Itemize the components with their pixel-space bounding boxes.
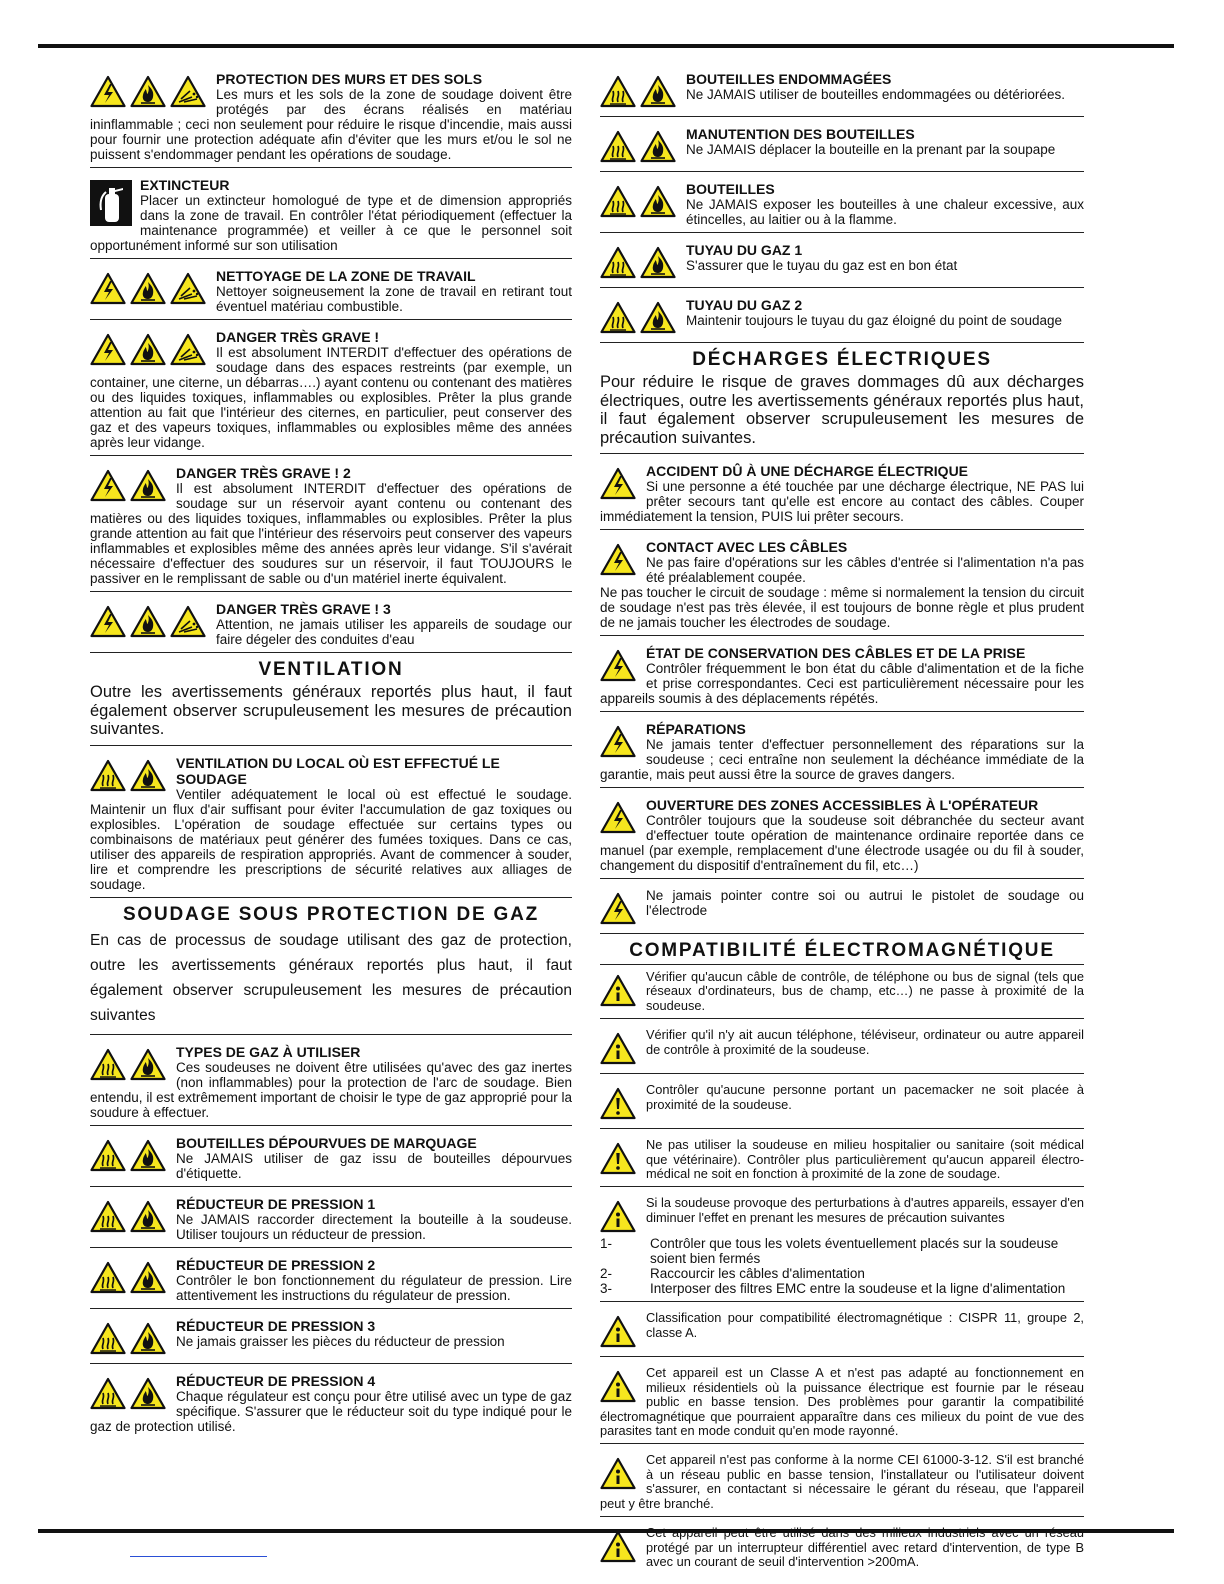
left-column <box>90 68 572 1445</box>
fire-hazard-icon <box>130 1048 166 1082</box>
block-title: DANGER TRÈS GRAVE ! 3 <box>216 601 391 617</box>
hazard-icon-group <box>90 272 206 306</box>
fire-hazard-icon <box>130 1261 166 1295</box>
block-body: S'assurer que le tuyau du gaz est en bon état <box>686 258 958 273</box>
ventilation-section <box>90 659 572 898</box>
hazard-icon-group <box>90 1048 166 1082</box>
hazard-icon-group <box>90 333 206 367</box>
hazard-icon-group <box>90 1377 166 1411</box>
block-title: PROTECTION DES MURS ET DES SOLS <box>216 71 483 87</box>
block-body: Ventiler adéquatement le local où est effectué le soudage. Maintenir un flux d'air suffisant pour éviter l'accumulation de gaz toxiques ou explosibles. L'opération de soudage effectuée sur certains types ou combinaisons de matériaux peut générer des fumées toxiques. Dans ce cas, utiliser des appareils de respiration appropriés. Avant de commencer à souder, lire et comprendre les prescriptions de sécurité relatives aux alliages de soudage. <box>90 786 572 892</box>
hazard-icon-group <box>600 1315 636 1349</box>
hazard-icon-group <box>600 1142 636 1176</box>
hazard-icon-group <box>600 1087 636 1121</box>
electric-hazard-icon <box>90 75 126 109</box>
fire-hazard-icon <box>640 130 676 164</box>
safety-block <box>90 1193 572 1248</box>
safety-block <box>90 1254 572 1309</box>
hazard-icon-group <box>600 1370 636 1404</box>
hot-gas-hazard-icon <box>90 1139 126 1173</box>
fire-hazard-icon <box>130 272 166 306</box>
emc-title: COMPATIBILITÉ ÉLECTROMAGNÉTIQUE <box>629 940 1055 961</box>
electric-hazard-icon <box>600 543 636 577</box>
gas-section <box>90 904 572 1439</box>
block-body: Ne jamais graisser les pièces du réducteur de pression <box>176 1333 505 1349</box>
block-body: Ne JAMAIS raccorder directement la bouteille à la soudeuse. Utiliser toujours un réducteur de pression. <box>176 1211 572 1242</box>
hazard-icon-group <box>600 246 676 280</box>
block-body: Il est absolument INTERDIT d'effectuer des opérations de soudage dans des espaces restreints (par exemple, un container, une citerne, un débarras….) ayant contenu ou contenant des matières ou des liquides toxiques, inflammables ou explosibles. Prêter la plus grande attention au fait que l'intérieur des citernes, en particulier, peut conserver des gaz et des vapeurs toxiques, inflammables ou explosibles même des années après leur vidange. <box>90 345 572 450</box>
list-item <box>600 1266 1084 1281</box>
extinguisher-body: Placer un extincteur homologué de type et de dimension appropriés dans la zone de travail. En contrôler l'état périodiquement (effectuer la maintenance programmée) et veiller à ce que le personnel soit opportunément informé sur son utilisation <box>90 193 572 253</box>
fire-hazard-icon <box>130 605 166 639</box>
hazard-icon-group <box>600 185 676 219</box>
electric-hazard-icon <box>90 272 126 306</box>
hot-gas-hazard-icon <box>90 1261 126 1295</box>
safety-block <box>600 1308 1084 1357</box>
block-title: DANGER TRÈS GRAVE ! 2 <box>176 465 351 481</box>
block-body: Vérifier qu'il n'y ait aucun téléphone, téléviseur, ordinateur ou autre appareil de contrôle à proximité de la soudeuse. <box>646 1027 1084 1057</box>
list-item <box>600 1281 1084 1296</box>
gas-title: SOUDAGE SOUS PROTECTION DE GAZ <box>122 903 540 925</box>
hazard-icon-group <box>90 1261 166 1295</box>
safety-block <box>600 460 1084 530</box>
hazard-icon-group <box>600 1032 636 1066</box>
safety-block <box>600 123 1084 172</box>
safety-block <box>90 1041 572 1126</box>
electric-hazard-icon <box>90 605 126 639</box>
safety-block <box>600 239 1084 288</box>
block-body: Les murs et les sols de la zone de soudage doivent être protégés par des écrans réalisés en matériau ininflammable ; ceci non seulement pour réduire le risque d'incendie, mais aussi pour fournir une protection adéquate afin d'éviter que les murs et/ou le sol ne puissent s'endommager pendant les opérations de soudage. <box>90 87 572 162</box>
block-title: BOUTEILLES <box>686 181 775 197</box>
hazard-icon-group <box>600 1530 636 1564</box>
hot-gas-hazard-icon <box>600 246 636 280</box>
hot-gas-hazard-icon <box>90 1377 126 1411</box>
list-item <box>600 1236 1084 1266</box>
block-title: RÉDUCTEUR DE PRESSION 4 <box>176 1372 376 1389</box>
block-title: ÉTAT DE CONSERVATION DES CÂBLES ET DE LA PRISE <box>646 645 1026 661</box>
fire-hazard-icon <box>130 759 166 793</box>
block-title: BOUTEILLES DÉPOURVUES DE MARQUAGE <box>176 1134 477 1151</box>
safety-block <box>90 462 572 592</box>
top-rule <box>38 44 1174 48</box>
fire-hazard-icon <box>130 1322 166 1356</box>
block-title: ACCIDENT DÛ À UNE DÉCHARGE ÉLECTRIQUE <box>646 463 969 479</box>
safety-block <box>600 1025 1084 1074</box>
hazard-icon-group <box>600 892 636 926</box>
hazard-icon-group <box>90 1200 166 1234</box>
list-item-number: 3- <box>600 1281 613 1297</box>
block-title: RÉPARATIONS <box>646 721 746 737</box>
block-title: RÉDUCTEUR DE PRESSION 2 <box>176 1256 376 1273</box>
block-title: CONTACT AVEC LES CÂBLES <box>646 539 848 555</box>
safety-block <box>600 536 1084 636</box>
electric-hazard-icon <box>600 892 636 926</box>
safety-block <box>90 1370 572 1439</box>
info-icon <box>600 1315 636 1349</box>
ventilation-title: VENTILATION <box>258 659 404 680</box>
hazard-icon-group <box>600 301 676 335</box>
block-body: Vérifier qu'aucun câble de contrôle, de téléphone ou bus de signal (tels que réseaux d'ordinateurs, bus de champ, etc…) ne passe à proximité de la soudeuse. <box>646 969 1084 1013</box>
safety-block <box>600 1363 1084 1444</box>
block-title: RÉDUCTEUR DE PRESSION 3 <box>176 1317 376 1334</box>
footer-link-underline <box>130 1556 267 1557</box>
safety-block <box>600 794 1084 879</box>
safety-block <box>600 1080 1084 1129</box>
emc-section <box>600 940 1084 1574</box>
safety-block <box>600 885 1084 934</box>
safety-block <box>90 598 572 653</box>
hazard-icon-group <box>90 75 206 109</box>
safety-block <box>90 752 572 898</box>
gas-intro: En cas de processus de soudage utilisant des gaz de protection, outre les avertissements généraux reportés plus haut, il faut également observer scrupuleusement les mesures de précaution suivantes <box>90 928 572 1035</box>
electric-title: DÉCHARGES ÉLECTRIQUES <box>692 349 992 370</box>
fire-extinguisher-icon <box>90 180 132 226</box>
safety-block <box>90 265 572 320</box>
list-item-text: Contrôler que tous les volets éventuellement placés sur la soudeuse soient bien fermés <box>650 1236 1059 1267</box>
block-body: Nettoyer soigneusement la zone de travail en retirant tout éventuel matériau combustible. <box>216 284 572 314</box>
measures-list <box>600 1236 1084 1296</box>
sparks-hazard-icon <box>170 333 206 367</box>
safety-block <box>90 68 572 168</box>
safety-block <box>600 294 1084 343</box>
info-icon <box>600 1032 636 1066</box>
fire-hazard-icon <box>130 1139 166 1173</box>
list-item-number: 2- <box>600 1266 613 1282</box>
list-item-number: 1- <box>600 1236 613 1252</box>
warning-icon <box>600 1142 636 1176</box>
block-body: Cet appareil est un Classe A et n'est pas adapté au fonctionnement en milieux résidentiels où la puissance électrique est fournie par le réseau public en basse tension. Des problèmes pour garantir la compatibilité électromagnétique que pourraient apparaître dans ces milieux du point de vue des parasites tant en mode conduit qu'en mode rayonné. <box>600 1365 1084 1439</box>
block-title: VENTILATION DU LOCAL OÙ EST EFFECTUÉ LE SOUDAGE <box>176 754 500 787</box>
info-icon <box>600 1530 636 1564</box>
hazard-icon-group <box>600 467 636 501</box>
safety-block <box>600 718 1084 788</box>
block-body: Attention, ne jamais utiliser les appareils de soudage our faire dégeler des conduites d'eau <box>216 617 572 647</box>
hazard-icon-group <box>600 974 636 1008</box>
electric-hazard-icon <box>600 649 636 683</box>
block-title: NETTOYAGE DE LA ZONE DE TRAVAIL <box>216 268 476 284</box>
electric-section <box>600 349 1084 934</box>
sparks-hazard-icon <box>170 75 206 109</box>
fire-hazard-icon <box>640 246 676 280</box>
safety-block <box>600 68 1084 117</box>
hazard-icon-group <box>600 649 636 683</box>
sparks-hazard-icon <box>170 272 206 306</box>
block-extra: Ne pas toucher le circuit de soudage : même si normalement la tension du circuit de soudage n'est pas très élevée, il est toujours de bonne règle et plus prudent de ne jamais toucher les électrodes de soudage. <box>600 585 1084 630</box>
right-column <box>600 68 1084 1580</box>
hot-gas-hazard-icon <box>90 1200 126 1234</box>
hazard-icon-group <box>600 543 636 577</box>
block-body: Ne JAMAIS exposer les bouteilles à une chaleur excessive, aux étincelles, au laitier ou à la flamme. <box>686 197 1084 227</box>
sparks-hazard-icon <box>170 605 206 639</box>
hot-gas-hazard-icon <box>600 130 636 164</box>
block-body: Maintenir toujours le tuyau du gaz éloigné du point de soudage <box>686 313 1063 328</box>
block-body: Ne pas utiliser la soudeuse en milieu hospitalier ou sanitaire (soit médical que vétérinaire). Contrôler plus particulièrement qu'aucun appareil électro-médical ne soit en fonction à proximité de la zone de soudage. <box>646 1137 1084 1182</box>
block-body: Contrôler qu'aucune personne portant un pacemacker ne soit placée à proximité de la soudeuse. <box>646 1082 1084 1112</box>
safety-block <box>90 1315 572 1364</box>
hazard-icon-group <box>600 130 676 164</box>
block-body: Chaque régulateur est conçu pour être utilisé avec un type de gaz spécifique. S'assurer que le réducteur soit du type indiqué pour le gaz de protection utilisé. <box>90 1388 572 1434</box>
info-icon <box>600 974 636 1008</box>
fire-hazard-icon <box>130 1377 166 1411</box>
block-body: Si une personne a été touchée par une décharge électrique, NE PAS lui prêter secours tant qu'elle est encore au contact des câbles. Couper immédiatement la tension, PUIS lui prêter secours. <box>600 479 1084 524</box>
hot-gas-hazard-icon <box>90 1322 126 1356</box>
block-title: BOUTEILLES ENDOMMAGÉES <box>686 71 892 87</box>
electric-hazard-icon <box>600 801 636 835</box>
block-body: Si la soudeuse provoque des perturbations à d'autres appareils, essayer d'en diminuer l'effet en prenant les mesures de précaution suivantes <box>646 1195 1084 1225</box>
block-body: Ne pas faire d'opérations sur les câbles d'entrée si l'alimentation n'a pas été préalablement coupée. <box>646 555 1084 585</box>
safety-block <box>90 1132 572 1187</box>
safety-block <box>600 178 1084 233</box>
fire-hazard-icon <box>130 1200 166 1234</box>
safety-block <box>600 1193 1084 1302</box>
hot-gas-hazard-icon <box>90 1048 126 1082</box>
info-icon <box>600 1200 636 1234</box>
fire-hazard-icon <box>130 469 166 503</box>
block-body: Contrôler fréquemment le bon état du câble d'alimentation et de la fiche et prise correspondantes. Ceci est particulièrement nécessaire pour les appareils soumis à des déplacements répétés. <box>600 661 1084 706</box>
list-item-text: Interposer des filtres EMC entre la soudeuse et la ligne d'alimentation <box>650 1281 1066 1297</box>
fire-hazard-icon <box>130 333 166 367</box>
hazard-icon-group <box>90 605 206 639</box>
block-body: Contrôler le bon fonctionnement du régulateur de pression. Lire attentivement les instructions du régulateur de pression. <box>176 1272 572 1303</box>
safety-block <box>600 1135 1084 1187</box>
hot-gas-hazard-icon <box>600 75 636 109</box>
block-body: Ne JAMAIS utiliser de gaz issu de bouteilles dépourvues d'étiquette. <box>176 1150 572 1181</box>
block-body: Ces soudeuses ne doivent être utilisées qu'avec des gaz inertes (non inflammables) pour la protection de l'arc de soudage. Bien entendu, il est extrêmement important de choisir le type de gaz approprié pour la soudure à effectuer. <box>90 1059 572 1120</box>
block-body: Cet appareil n'est pas conforme à la norme CEI 61000-3-12. S'il est branché à un réseau public en basse tension, l'installateur ou l'utilisateur doivent s'assurer, en contactant si nécessaire le gérant du réseau, que l'appareil peut y être branché. <box>600 1452 1084 1511</box>
electric-hazard-icon <box>600 725 636 759</box>
block-title: MANUTENTION DES BOUTEILLES <box>686 126 915 142</box>
hazard-icon-group <box>600 725 636 759</box>
warning-icon <box>600 1087 636 1121</box>
info-icon <box>600 1370 636 1404</box>
hazard-icon-group <box>600 75 676 109</box>
block-title: OUVERTURE DES ZONES ACCESSIBLES À L'OPÉRATEUR <box>646 797 1039 813</box>
fire-hazard-icon <box>640 185 676 219</box>
hazard-icon-group <box>600 801 636 835</box>
hot-gas-hazard-icon <box>600 301 636 335</box>
info-icon <box>600 1457 636 1491</box>
ventilation-intro: Outre les avertissements généraux reportés plus haut, il faut également observer scrupuleusement les mesures de précaution suivantes. <box>90 683 572 746</box>
extinguisher-block <box>90 174 572 259</box>
block-body: Il est absolument INTERDIT d'effectuer des opérations de soudage sur un réservoir ayant contenu ou contenant des matières ou des liquides toxiques, inflammables ou explosibles. Prêter la plus grande attention au fait que l'intérieur des réservoirs peut conserver des vapeurs inflammables et explosibles même des années après leur vidange. S'il s'avérait nécessaire d'effectuer des soudures sur un réservoir, il faut TOUJOURS le passiver en le remplissant de sable ou d'un matériel inerte équivalent. <box>90 481 572 586</box>
block-body: Contrôler toujours que la soudeuse soit débranchée du secteur avant d'effectuer toute opération de maintenance ordinaire reportée dans ce manuel (par exemple, remplacement d'une électrode usagée ou du fil à souder, changement du dispositif d'entraînement du fil, etc…) <box>600 813 1084 873</box>
hazard-icon-group <box>600 1200 636 1234</box>
hazard-icon-group <box>600 1457 636 1491</box>
hazard-icon-group <box>90 759 166 793</box>
safety-block <box>600 642 1084 712</box>
electric-hazard-icon <box>90 469 126 503</box>
electric-hazard-icon <box>90 333 126 367</box>
fire-hazard-icon <box>640 301 676 335</box>
block-title: TYPES DE GAZ À UTILISER <box>176 1043 361 1060</box>
safety-block <box>600 1450 1084 1517</box>
block-body: protégé par un interrupteur différentiel avec retard d'intervention, de type B avec un courant de seuil d'intervention >200mA. <box>646 1539 1084 1569</box>
safety-block <box>90 326 572 456</box>
block-body: Classification pour compatibilité électromagnétique : CISPR 11, groupe 2, classe A. <box>646 1310 1084 1340</box>
hot-gas-hazard-icon <box>600 185 636 219</box>
block-title: TUYAU DU GAZ 2 <box>686 297 803 313</box>
block-title: DANGER TRÈS GRAVE ! <box>216 329 380 345</box>
block-body: Ne JAMAIS déplacer la bouteille en la prenant par la soupape <box>686 142 1056 157</box>
electric-intro: Pour réduire le risque de graves dommages dû aux décharges électriques, outre les avertissements généraux reportés plus haut, il faut également observer scrupuleusement les mesures de précaution suivantes. <box>600 373 1084 454</box>
hazard-icon-group <box>90 1322 166 1356</box>
block-body: Ne JAMAIS utiliser de bouteilles endommagées ou détériorées. <box>686 87 1065 102</box>
hazard-icon-group <box>90 469 166 503</box>
extinguisher-title: EXTINCTEUR <box>140 177 230 193</box>
fire-hazard-icon <box>640 75 676 109</box>
bottom-rule <box>38 1529 1174 1533</box>
hot-gas-hazard-icon <box>90 759 126 793</box>
block-title: RÉDUCTEUR DE PRESSION 1 <box>176 1195 376 1212</box>
electric-hazard-icon <box>600 467 636 501</box>
block-body: Ne jamais pointer contre soi ou autrui le pistolet de soudage ou l'électrode <box>646 888 1084 918</box>
list-item-text: Raccourcir les câbles d'alimentation <box>650 1266 865 1282</box>
block-body: Ne jamais tenter d'effectuer personnellement des réparations sur la soudeuse ; ceci entraîne non seulement la déchéance immédiate de la garantie, mais peut aussi être la source de graves dangers. <box>600 737 1084 782</box>
block-title: TUYAU DU GAZ 1 <box>686 242 803 258</box>
fire-hazard-icon <box>130 75 166 109</box>
safety-block <box>600 967 1084 1019</box>
hazard-icon-group <box>90 1139 166 1173</box>
